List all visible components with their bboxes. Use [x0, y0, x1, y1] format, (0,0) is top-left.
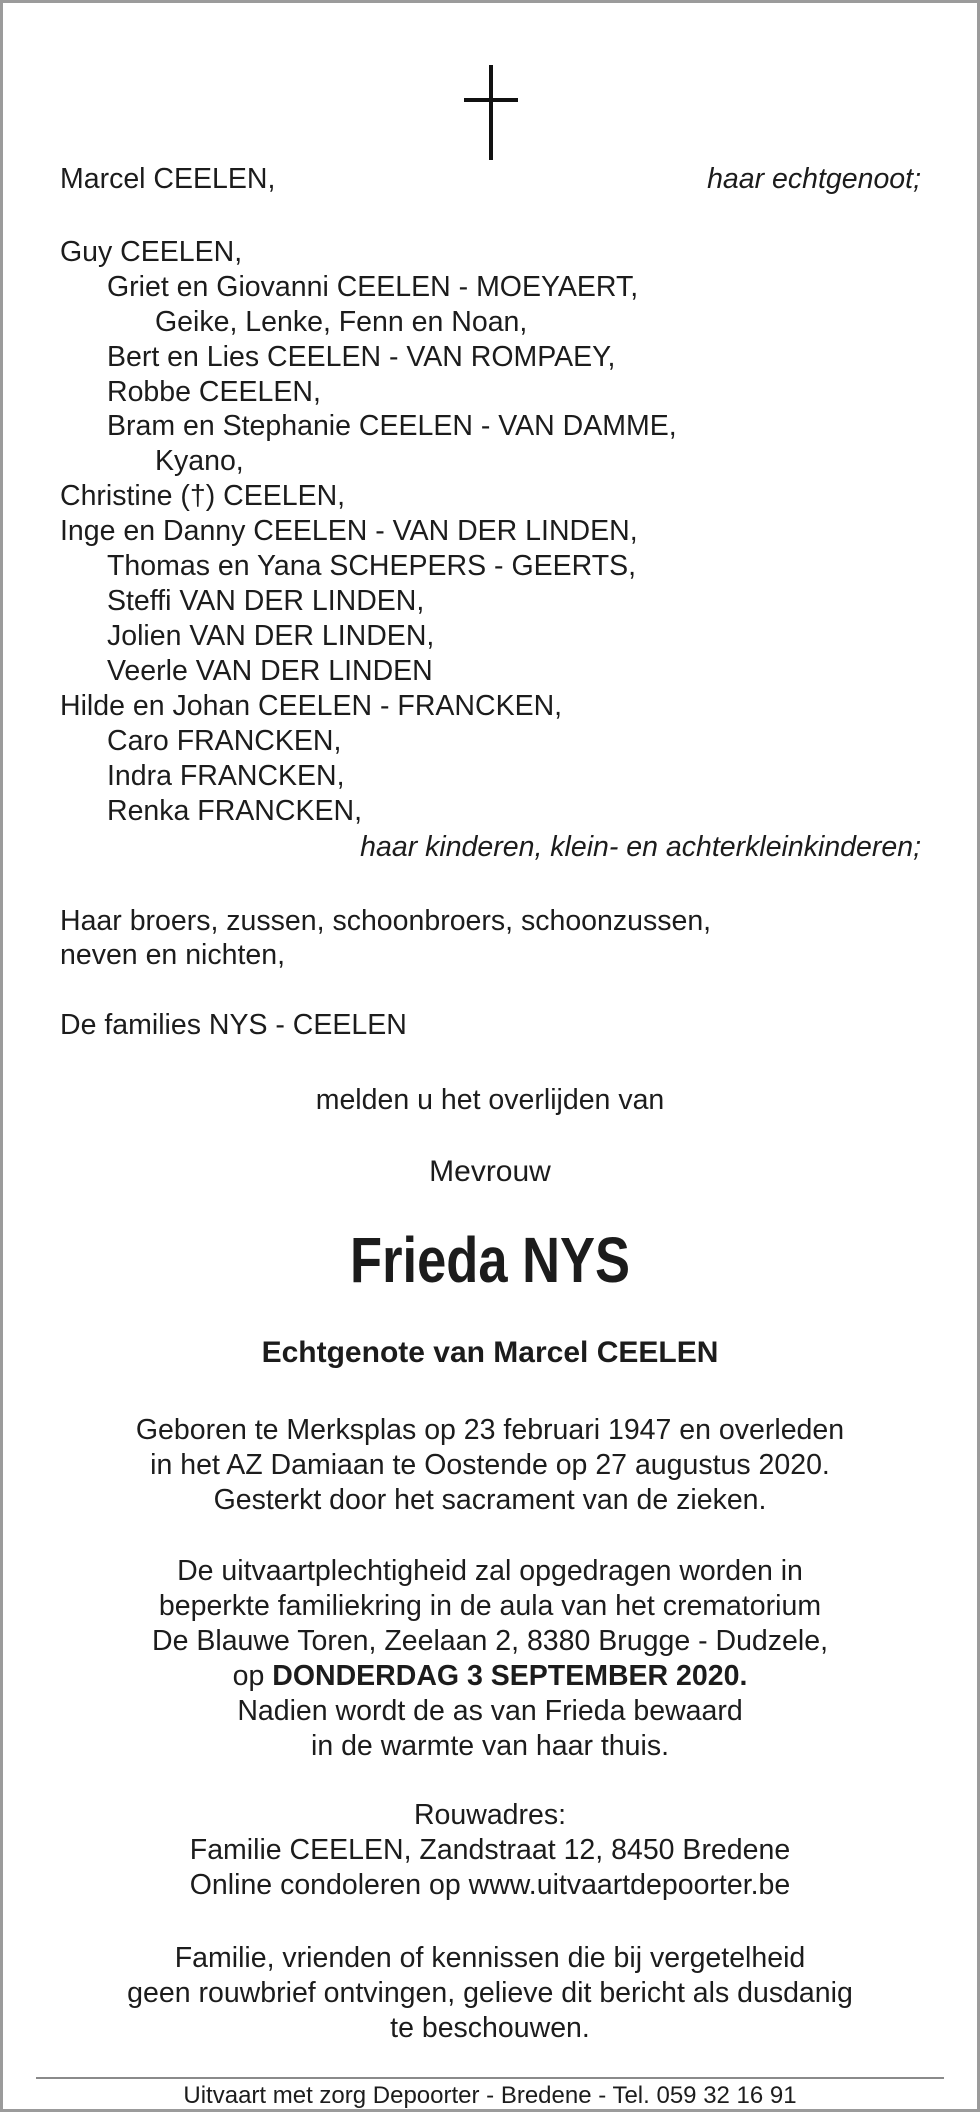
family-line: Steffi VAN DER LINDEN,: [107, 585, 425, 617]
family-line: Indra FRANCKEN,: [107, 760, 345, 792]
family-line: Kyano,: [155, 445, 244, 477]
announcement-intro: melden u het overlijden van: [315, 1084, 665, 1116]
family-line: Hilde en Johan CEELEN - FRANCKEN,: [60, 690, 563, 722]
family-line: Guy CEELEN,: [60, 236, 243, 268]
address-line: Rouwadres:: [413, 1799, 567, 1831]
announcement-title: Mevrouw: [429, 1155, 551, 1188]
family-line: Robbe CEELEN,: [107, 376, 321, 408]
children-role: haar kinderen, klein- en achterkleinkinderen;: [360, 831, 921, 863]
detail-line: in het AZ Damiaan te Oostende op 27 augustus 2020.: [150, 1449, 830, 1481]
notice-line: Familie, vrienden of kennissen die bij vergetelheid: [174, 1942, 806, 1974]
detail-line: Geboren te Merksplas op 23 februari 1947 en overleden: [135, 1414, 845, 1446]
ceremony-line: De Blauwe Toren, Zeelaan 2, 8380 Brugge - Dudzele,: [152, 1625, 828, 1657]
address-line: Familie CEELEN, Zandstraat 12, 8450 Bredene: [189, 1834, 791, 1866]
notice-line: te beschouwen.: [390, 2012, 590, 2044]
husband-name: Marcel CEELEN,: [60, 163, 276, 195]
family-line: Renka FRANCKEN,: [107, 795, 362, 827]
family-line: Bert en Lies CEELEN - VAN ROMPAEY,: [107, 341, 616, 373]
deceased-name: Frieda NYS: [350, 1224, 630, 1296]
footer-text: Uitvaart met zorg Depoorter - Bredene - Tel. 059 32 16 91: [183, 2082, 797, 2109]
husband-role: haar echtgenoot;: [707, 163, 921, 195]
family-line: Jolien VAN DER LINDEN,: [107, 620, 435, 652]
ceremony-date-line: [3, 1659, 977, 1693]
relatives-line: Haar broers, zussen, schoonbroers, schoonzussen,: [60, 905, 712, 937]
family-line: Thomas en Yana SCHEPERS - GEERTS,: [107, 550, 637, 582]
cross-icon: [464, 65, 518, 160]
deceased-subtitle: Echtgenote van Marcel CEELEN: [261, 1336, 719, 1369]
family-line: Geike, Lenke, Fenn en Noan,: [155, 306, 528, 338]
relatives-line: neven en nichten,: [60, 939, 286, 971]
ceremony-line: beperkte familiekring in de aula van het crematorium: [158, 1590, 822, 1622]
family-line: Veerle VAN DER LINDEN: [107, 655, 433, 687]
date-prefix: op: [232, 1660, 273, 1692]
family-line: Caro FRANCKEN,: [107, 725, 342, 757]
ceremony-line: De uitvaartplechtigheid zal opgedragen worden in: [177, 1555, 803, 1587]
ashes-line: Nadien wordt de as van Frieda bewaard: [237, 1695, 743, 1727]
families-line: De families NYS - CEELEN: [60, 1009, 407, 1041]
family-line: Griet en Giovanni CEELEN - MOEYAERT,: [107, 271, 639, 303]
family-line: Bram en Stephanie CEELEN - VAN DAMME,: [107, 410, 677, 442]
family-line: Christine (†) CEELEN,: [60, 480, 346, 512]
detail-line: Gesterkt door het sacrament van de zieken.: [213, 1484, 767, 1516]
ceremony-date: DONDERDAG 3 SEPTEMBER 2020.: [272, 1660, 748, 1692]
family-line: Inge en Danny CEELEN - VAN DER LINDEN,: [60, 515, 638, 547]
ashes-line: in de warmte van haar thuis.: [310, 1730, 670, 1762]
footer-divider: [36, 2077, 944, 2079]
condolence-line: Online condoleren op www.uitvaartdepoorter.be: [189, 1869, 791, 1901]
notice-line: geen rouwbrief ontvingen, gelieve dit bericht als dusdanig: [127, 1977, 853, 2009]
